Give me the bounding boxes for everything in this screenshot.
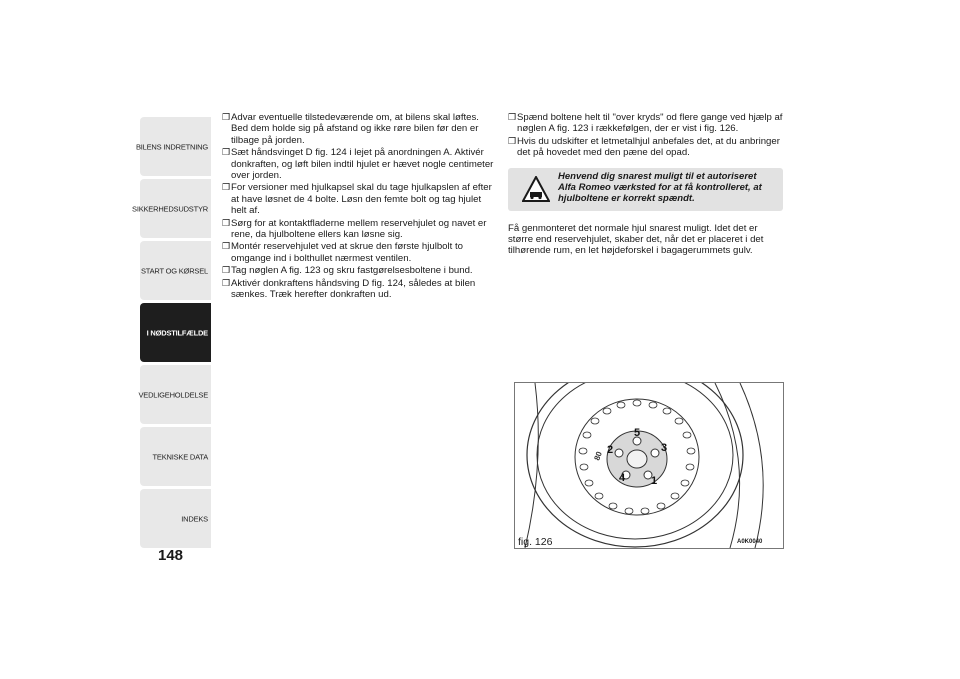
body-paragraph: Få genmonteret det normale hjul snarest muligt. Idet det er større end reservehjulet, skaber det, når det er placeret i det tilhørende rum, en let højdeforskel i bagagerummets gulv. (508, 222, 764, 257)
list-item: ❒ Sørg for at kontaktfladerne mellem reservehjulet og navet er rene, da hjulboltene ellers kan løsne sig. (222, 217, 487, 241)
tab-bilens-indretning[interactable] (135, 117, 211, 176)
warning-triangle-icon (522, 176, 550, 202)
tab-label: I NØDSTILFÆLDE (146, 328, 208, 337)
wheel-illustration (515, 383, 783, 548)
list-item: ❒ Tag nøglen A fig. 123 og skru fastgørelsesboltene i bund. (222, 265, 473, 277)
list-item: ❒ Hvis du udskifter et letmetalhjul anbefales det, at du anbringer det på hovedet med den pæne del opad. (508, 135, 780, 159)
tab-i-nodstilfaelde[interactable] (140, 303, 211, 362)
figure-caption: fig. 126 (518, 536, 553, 548)
checkbox-bullet-icon: ❒ (222, 112, 231, 122)
checkbox-bullet-icon: ❒ (222, 217, 231, 228)
list-item: ❒ Spænd boltene helt til "over kryds" od flere gange ved hjælp af nøglen A fig. 123 i rækkefølgen, der er vist i fig. 126. (508, 112, 783, 135)
list-item: ❒ Aktivér donkraftens håndsving D fig. 124, således at bilen sænkes. Træk herefter donkraften ud. (222, 277, 476, 301)
tab-start-og-korsel[interactable] (140, 241, 211, 300)
bolt-number-4: 4 (619, 472, 626, 484)
checkbox-bullet-icon: ❒ (222, 147, 231, 158)
figure-wheel-bolts (514, 382, 784, 549)
chapter-sidebar (132, 117, 211, 551)
tab-label: BILENS INDRETNING (135, 142, 208, 151)
warning-text: Henvend dig snarest muligt til et autoriseret Alfa Romeo værksted for at få kontrolleret, at hjulboltene er korrekt spændt. (558, 170, 762, 205)
left-column (222, 112, 494, 302)
tab-label: VEDLIGEHOLDELSE (138, 390, 208, 399)
checkbox-bullet-icon: ❒ (222, 182, 231, 193)
tab-label: INDEKS (181, 514, 208, 523)
bolt-number-3: 3 (661, 442, 668, 454)
tab-label: SIKKERHEDSUDSTYR (132, 204, 208, 213)
list-item: ❒ Advar eventuelle tilstedeværende om, at bilens skal løftes. Bed dem holde sig på afstand og ikke røre bilen før den er tilbage på jorden. (222, 112, 479, 146)
warning-box (508, 168, 783, 211)
right-column (508, 112, 783, 257)
bolt-number-5: 5 (634, 427, 641, 439)
checkbox-bullet-icon: ❒ (222, 277, 231, 288)
bolt-number-1: 1 (651, 475, 658, 487)
tab-sikkerhedsudstyr[interactable] (132, 179, 211, 238)
figure-code: A0K0040 (737, 539, 763, 545)
list-item: ❒ Montér reservehjulet ved at skrue den første hjulbolt to omgange ind i bolthullet nærmest ventilen. (222, 241, 463, 264)
tab-indeks[interactable] (140, 489, 211, 548)
list-item: ❒ Sæt håndsvinget D fig. 124 i lejet på anordningen A. Aktivér donkraften, og løft bilen indtil hjulet er hævet nogle centimeter over jorden. (222, 147, 494, 182)
checkbox-bullet-icon: ❒ (222, 241, 231, 252)
tab-label: START OG KØRSEL (140, 266, 208, 275)
tab-label: TEKNISKE DATA (152, 452, 208, 461)
checkbox-bullet-icon: ❒ (508, 135, 517, 146)
tab-vedligeholdelse[interactable] (140, 365, 211, 424)
bolt-number-2: 2 (607, 444, 614, 456)
checkbox-bullet-icon: ❒ (222, 265, 231, 276)
speed-label: 80 (592, 450, 604, 462)
tab-tekniske-data[interactable] (140, 427, 211, 486)
list-item: ❒ For versioner med hjulkapsel skal du tage hjulkapslen af efter at have løsnet de 4 bolte. Løsn den femte bolt og tag hjulet helt af. (222, 182, 492, 217)
page-number: 148 (158, 547, 184, 564)
checkbox-bullet-icon: ❒ (508, 112, 517, 122)
